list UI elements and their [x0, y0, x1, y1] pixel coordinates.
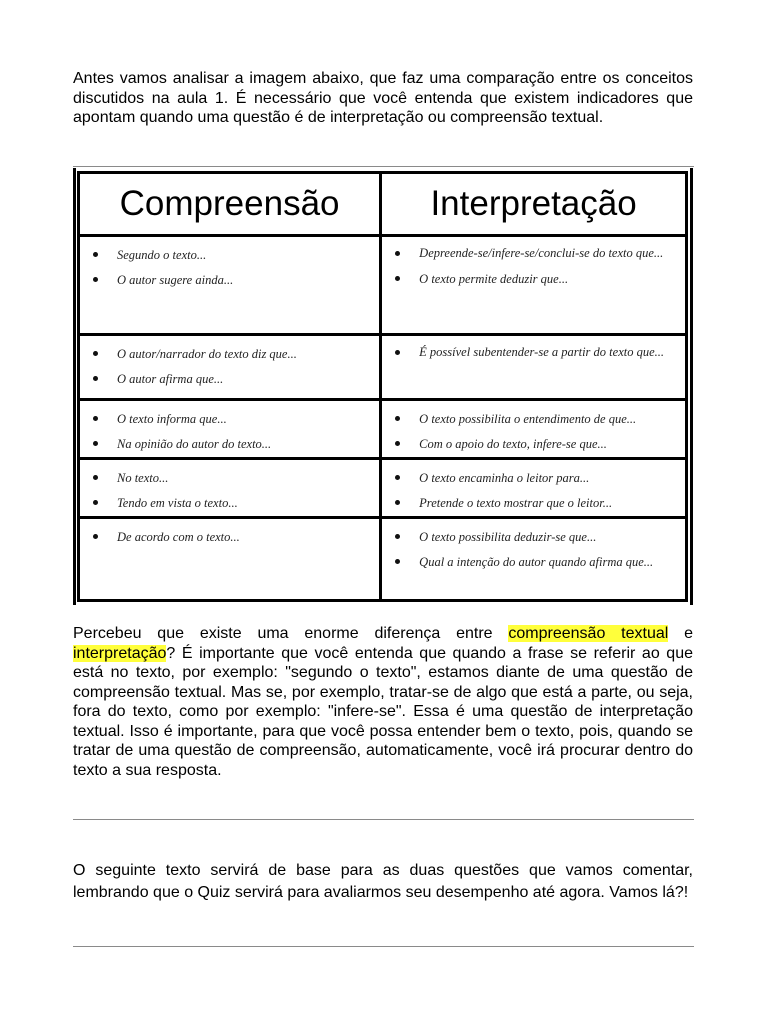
- table-cell-right: [381, 518, 687, 601]
- list-item: Na opinião do autor do texto...: [90, 432, 371, 457]
- header-interpretacao: Interpretação: [381, 173, 687, 236]
- explanation-text: e: [668, 625, 694, 642]
- table-cell-left: [79, 459, 381, 518]
- list-item: O texto informa que...: [90, 407, 371, 432]
- list-item: Segundo o texto...: [90, 243, 371, 268]
- list-item: O texto encaminha o leitor para...: [392, 466, 677, 491]
- list-item: Pretende o texto mostrar que o leitor...: [392, 491, 677, 516]
- comparison-table: [77, 171, 688, 602]
- list-item: O autor afirma que...: [90, 367, 371, 392]
- highlight-compreensao-textual: compreensão textual: [508, 625, 669, 642]
- table-row: [79, 459, 687, 518]
- list-item: Tendo em vista o texto...: [90, 491, 371, 516]
- divider-bottom: [73, 946, 694, 947]
- list-item: É possível subentender-se a partir do texto que...: [392, 342, 677, 363]
- list-item: De acordo com o texto...: [90, 525, 371, 550]
- comparison-table-image: [73, 168, 693, 605]
- closing-paragraph: O seguinte texto servirá de base para as duas questões que vamos comentar, lembrando que o Quiz servirá para avaliarmos seu desempenho até agora. Vamos lá?!: [73, 862, 693, 901]
- table-cell-right: [381, 335, 687, 400]
- list-item: No texto...: [90, 466, 371, 491]
- table-row: [79, 518, 687, 601]
- list-item: O texto permite deduzir que...: [392, 267, 677, 292]
- explanation-text: Percebeu que existe uma enorme diferença entre: [73, 625, 509, 642]
- image-border-left: [73, 168, 76, 605]
- table-cell-right: [381, 236, 687, 335]
- table-cell-left: [79, 335, 381, 400]
- divider-middle: [73, 819, 694, 820]
- intro-paragraph: Antes vamos analisar a imagem abaixo, que faz uma comparação entre os conceitos discutidos na aula 1. É necessário que você entenda que existem indicadores que apontam quando uma questão é de interpretação ou compreensão textual.: [73, 70, 693, 126]
- table-row: [79, 400, 687, 459]
- highlight-interpretacao: interpretação: [73, 644, 167, 662]
- list-item: O autor sugere ainda...: [90, 268, 371, 293]
- list-item: Qual a intenção do autor quando afirma que...: [392, 550, 677, 575]
- image-border-right: [690, 168, 693, 605]
- divider-top: [73, 166, 694, 167]
- table-cell-left: [79, 400, 381, 459]
- header-compreensao: Compreensão: [79, 173, 381, 236]
- table-row: [79, 236, 687, 335]
- explanation-paragraph: [73, 624, 693, 780]
- table-row: [79, 335, 687, 400]
- list-item: O autor/narrador do texto diz que...: [90, 342, 371, 367]
- list-item: O texto possibilita deduzir-se que...: [392, 525, 677, 550]
- list-item: O texto possibilita o entendimento de que...: [392, 407, 677, 432]
- explanation-text: ? É importante que você entenda que quando a frase se referir ao que está no texto, por exemplo: "segundo o texto", estamos diante de uma questão de compreensão textual. Mas se, por exemplo, tratar-se de algo que está a parte, ou seja, fora do texto, como por exemplo: "infere-se". Essa é uma questão de interpretação textual. Isso é importante, para que você possa entender bem o texto, pois, quando se tratar de uma questão de compreensão, automaticamente, você irá procurar dentro do texto a sua resposta.: [73, 644, 693, 779]
- list-item: Depreende-se/infere-se/conclui-se do texto que...: [392, 243, 677, 264]
- table-cell-right: [381, 400, 687, 459]
- table-cell-left: [79, 236, 381, 335]
- table-cell-left: [79, 518, 381, 601]
- table-cell-right: [381, 459, 687, 518]
- list-item: Com o apoio do texto, infere-se que...: [392, 432, 677, 457]
